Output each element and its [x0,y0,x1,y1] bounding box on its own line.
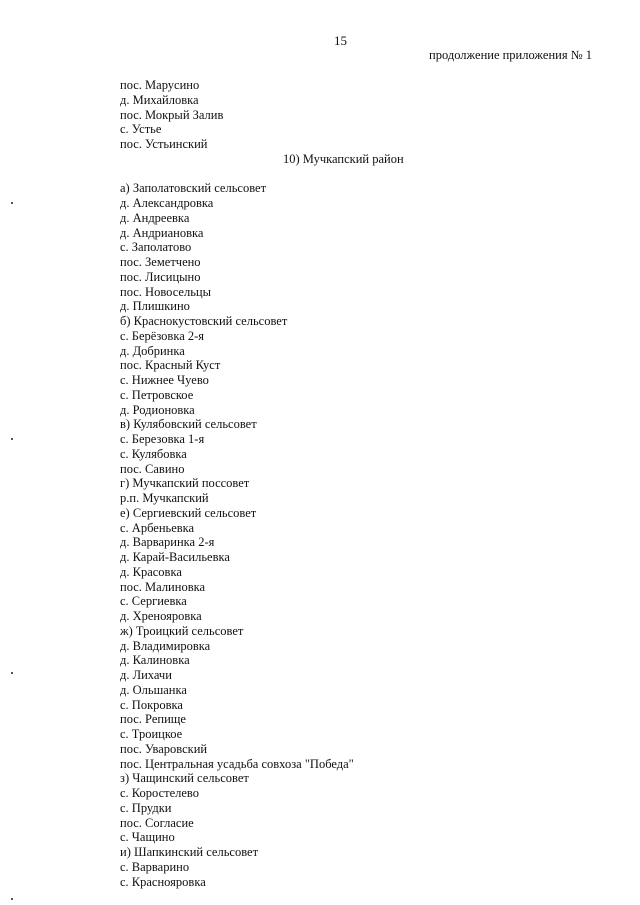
list-item: пос. Центральная усадьба совхоза "Победа" [120,756,354,771]
list-item: пос. Малиновка [120,579,206,594]
blank-line [120,167,600,182]
list-item: с. Покровка [120,697,183,712]
list-item: е) Сергиевский сельсовет [120,505,257,520]
scan-speck [11,438,13,440]
list-item: в) Кулябовский сельсовет [120,417,257,432]
list-item: с. Троицкое [120,727,183,741]
list-item: д. Карай-Васильевка [120,550,230,564]
list-item: с. Петровское [120,387,194,402]
list-item: пос. Красный Куст [120,358,221,373]
scan-speck [11,202,13,204]
continuation-note: продолжение приложения № 1 [429,48,592,62]
list-item: д. Ольшанка [120,682,187,697]
list-item: пос. Новосельцы [120,284,211,299]
list-item: р.п. Мучкапский [120,491,209,505]
list-item: с. Заполатово [120,240,192,255]
list-item: с. Коростелево [120,786,199,800]
list-item: д. Калиновка [120,653,190,668]
list-item: з) Чащинский сельсовет [120,771,249,786]
list-item: с. Берёзовка 2-я [120,328,205,343]
list-item: пос. Лисицыно [120,269,201,284]
district-heading: 10) Мучкапский район [283,151,404,166]
list-item: с. Арбеньевка [120,520,195,535]
list-item: д. Александровка [120,196,214,210]
list-item: пос. Марусино [120,78,200,92]
list-item: пос. Савино [120,461,185,476]
list-item: с. Краснояровка [120,874,206,889]
list-item: с. Нижнее Чуево [120,373,209,387]
list-item: д. Плишкино [120,299,190,314]
list-item: пос. Согласие [120,815,194,830]
list-item: д. Родионовка [120,402,195,417]
list-item: с. Сергиевка [120,594,187,609]
list-item: пос. Репище [120,712,186,727]
list-item: пос. Устьинский [120,137,208,151]
settlement-list [120,78,600,889]
list-item: б) Краснокустовский сельсовет [120,314,288,328]
list-item: а) Заполатовский сельсовет [120,181,267,196]
list-item: д. Андриановка [120,225,204,240]
list-item: д. Хренояровка [120,609,202,623]
list-item: г) Мучкапский поссовет [120,476,250,491]
scan-speck [11,672,13,674]
list-item: д. Варваринка 2-я [120,535,215,550]
list-item: с. Устье [120,122,162,137]
list-item: пос. Уваровский [120,741,208,756]
list-item: д. Лихачи [120,668,172,682]
list-item: и) Шапкинский сельсовет [120,845,259,859]
list-item: с. Прудки [120,800,172,815]
list-item: д. Андреевка [120,210,190,225]
list-item: д. Добринка [120,343,185,358]
list-item: д. Владимировка [120,638,211,653]
list-item: с. Кулябовка [120,446,187,461]
list-item: д. Михайловка [120,92,199,107]
list-item: пос. Земетчено [120,255,201,269]
page-number: 15 [334,33,347,48]
list-item: с. Варварино [120,859,190,874]
list-item: пос. Мокрый Залив [120,107,224,122]
list-item: д. Красовка [120,564,182,579]
scan-speck [11,898,13,900]
list-item: с. Березовка 1-я [120,432,205,446]
list-item: с. Чащино [120,830,175,845]
list-item: ж) Троицкий сельсовет [120,623,244,638]
